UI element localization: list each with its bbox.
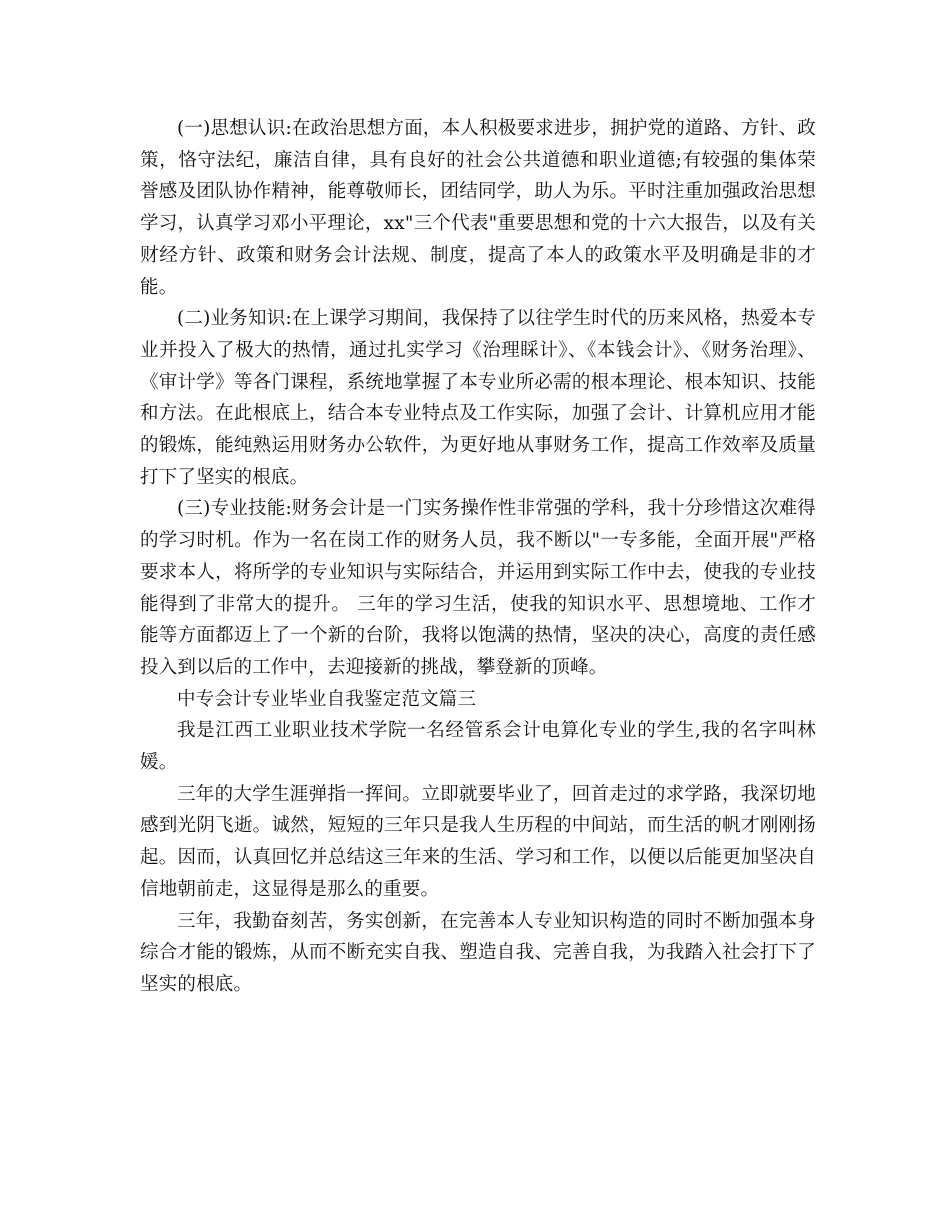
document-body [140, 113, 816, 1001]
paragraph-intro: 我是江西工业职业技术学院一名经管系会计电算化专业的学生,我的名字叫林媛。 [140, 720, 816, 774]
section-heading: 中专会计专业毕业自我鉴定范文篇三 [177, 688, 477, 710]
paragraph-university-life: 三年的大学生涯弹指一挥间。立即就要毕业了，回首走过的求学路，我深切地感到光阴飞逝。诚然，短短的三年只是我人生历程的中间站，而生活的帆才刚刚扬起。因而，认真回忆并总结这三年来的生活、学习和工作，以便以后能更加坚决自信地朝前走，这显得是那么的重要。 [140, 783, 816, 900]
paragraph-thought: (一)思想认识:在政治思想方面，本人积极要求进步，拥护党的道路、方针、政策，恪守法纪，廉洁自律，具有良好的社会公共道德和职业道德;有较强的集体荣誉感及团队协作精神，能尊敬师长，团结同学，助人为乐。平时注重加强政治思想学习，认真学习邓小平理论，xx"三个代表"重要思想和党的十六大报告，以及有关财经方针、政策和财务会计法规、制度，提高了本人的政策水平及明确是非的才能。 [140, 118, 816, 298]
paragraph-business-knowledge: (二)业务知识:在上课学习期间，我保持了以往学生时代的历来风格，热爱本专业并投入了极大的热情，通过扎实学习《治理睬计》、《本钱会计》、《财务治理》、《审计学》等各门课程，系统地掌握了本专业所必需的根本理论、根本知识、技能和方法。在此根底上，结合本专业特点及工作实际，加强了会计、计算机应用才能的锻炼，能纯熟运用财务办公软件，为更好地从事财务工作，提高工作效率及质量打下了坚实的根底。 [140, 308, 816, 488]
paragraph-professional-skills: (三)专业技能:财务会计是一门实务操作性非常强的学科，我十分珍惜这次难得的学习时机。作为一名在岗工作的财务人员，我不断以"一专多能，全面开展"严格要求本人，将所学的专业知识与实际结合，并运用到实际工作中去，使我的专业技能得到了非常大的提升。 三年的学习生活，使我的知识水平、思想境地、工作才能等方面都迈上了一个新的台阶，我将以饱满的热情，坚决的决心，高度的责任感投入到以后的工作中，去迎接新的挑战，攀登新的顶峰。 [140, 498, 816, 678]
paragraph-three-years: 三年，我勤奋刻苦，务实创新，在完善本人专业知识构造的同时不断加强本身综合才能的锻炼，从而不断充实自我、塑造自我、完善自我，为我踏入社会打下了坚实的根底。 [140, 910, 816, 995]
